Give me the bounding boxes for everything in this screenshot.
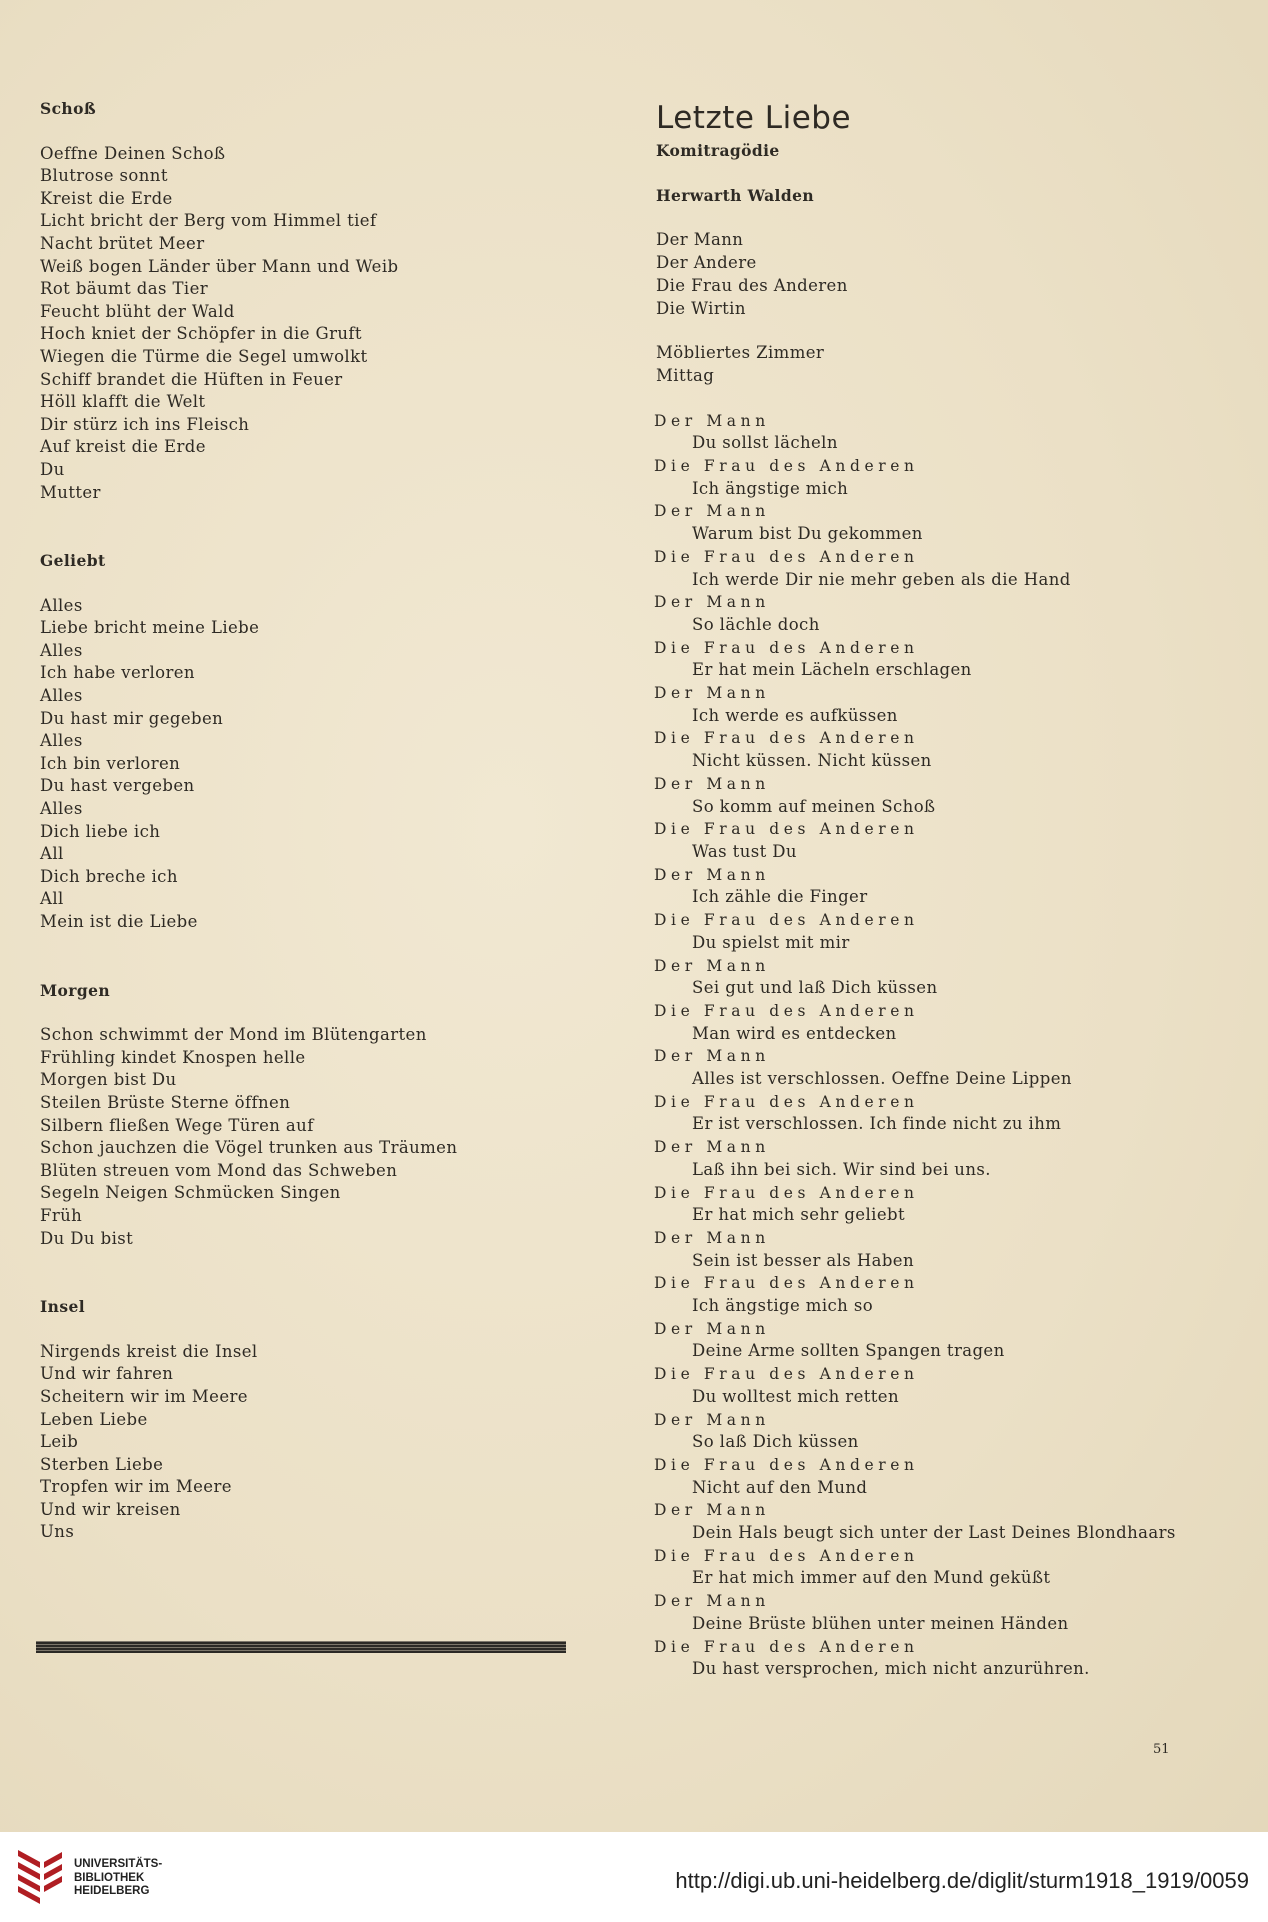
poem-line: Silbern fließen Wege Türen auf: [40, 1115, 314, 1135]
speaker-name: Die Frau des Anderen: [654, 547, 919, 566]
library-name: UNIVERSITÄTS- BIBLIOTHEK HEIDELBERG: [74, 1858, 163, 1897]
poem-line: Höll klafft die Welt: [40, 392, 206, 412]
speaker-name: Die Frau des Anderen: [654, 820, 919, 839]
poem-line: Uns: [40, 1522, 75, 1542]
poem-line: Schon jauchzen die Vögel trunken aus Träumen: [40, 1138, 458, 1158]
speaker-name: Der Mann: [654, 684, 770, 703]
speech-line: Er hat mich immer auf den Mund geküßt: [692, 1568, 1051, 1588]
speech-line: Warum bist Du gekommen: [692, 524, 923, 544]
speech-line: Sein ist besser als Haben: [692, 1250, 915, 1270]
speaker-name: Die Frau des Anderen: [654, 1274, 919, 1293]
dialogue: [654, 410, 1174, 1681]
poem-line: Blüten streuen vom Mond das Schweben: [40, 1160, 398, 1180]
poem-line: Du hast vergeben: [40, 776, 195, 796]
speech-line: Ich werde es aufküssen: [692, 705, 898, 725]
speaker-name: Der Mann: [654, 1319, 770, 1338]
poem-line: Alles: [40, 686, 83, 706]
poem-line: Weiß bogen Länder über Mann und Weib: [40, 256, 399, 276]
play-title: Letzte Liebe: [656, 100, 852, 136]
footer-bar: [0, 1832, 1268, 1922]
poem-line: Kreist die Erde: [40, 188, 173, 208]
speech-line: Er hat mich sehr geliebt: [692, 1205, 905, 1225]
poem-line: Feucht blüht der Wald: [40, 301, 235, 321]
play-author: Herwarth Walden: [656, 185, 815, 205]
poem-line: Dich breche ich: [40, 866, 178, 886]
poem-line: Alles: [40, 640, 83, 660]
library-logo-icon[interactable]: [10, 1842, 70, 1912]
speaker-name: Der Mann: [654, 865, 770, 884]
speech-line: Sei gut und laß Dich küssen: [692, 978, 938, 998]
poem-line: Hoch kniet der Schöpfer in die Gruft: [40, 324, 362, 344]
speech-line: Er hat mein Lächeln erschlagen: [692, 660, 972, 680]
poem-line: Wiegen die Türme die Segel umwolkt: [40, 346, 368, 366]
poem-line: Leben Liebe: [40, 1409, 148, 1429]
character: Der Andere: [656, 253, 757, 273]
poem: [40, 98, 580, 504]
speech-line: Deine Brüste blühen unter meinen Händen: [692, 1613, 1069, 1633]
speech-line: So lächle doch: [692, 614, 820, 634]
poem-line: Sterben Liebe: [40, 1454, 164, 1474]
speech-line: Du hast versprochen, mich nicht anzurühren.: [692, 1659, 1090, 1679]
poem-line: Liebe bricht meine Liebe: [40, 618, 260, 638]
speaker-name: Der Mann: [654, 956, 770, 975]
speech-line: Nicht küssen. Nicht küssen: [692, 751, 932, 771]
poem-line: Tropfen wir im Meere: [40, 1477, 232, 1497]
poem-line: Nirgends kreist die Insel: [40, 1341, 258, 1361]
speech-line: Nicht auf den Mund: [692, 1477, 868, 1497]
speaker-name: Der Mann: [654, 502, 770, 521]
poem-line: Mein ist die Liebe: [40, 912, 198, 931]
speech-line: Du spielst mit mir: [692, 932, 850, 952]
poem: [40, 980, 580, 1251]
poem-line: Scheitern wir im Meere: [40, 1386, 248, 1406]
speech-line: Laß ihn bei sich. Wir sind bei uns.: [692, 1159, 991, 1179]
poem-line: All: [40, 844, 64, 864]
poem-line: Schiff brandet die Hüften in Feuer: [40, 369, 343, 389]
poem-line: Leib: [40, 1432, 79, 1452]
poem-line: Auf kreist die Erde: [40, 437, 206, 457]
speaker-name: Der Mann: [654, 774, 770, 793]
poem: [40, 1296, 580, 1544]
speaker-name: Die Frau des Anderen: [654, 729, 919, 748]
poem-title: Schoß: [40, 99, 97, 118]
speech-line: Ich werde Dir nie mehr geben als die Hand: [692, 569, 1071, 589]
speaker-name: Die Frau des Anderen: [654, 1001, 919, 1020]
page-number: 51: [1153, 1742, 1170, 1757]
poem-line: Früh: [40, 1205, 83, 1225]
poem-line: Und wir fahren: [40, 1364, 174, 1384]
speech-line: Ich zähle die Finger: [692, 887, 868, 907]
poem-line: Alles: [40, 731, 83, 751]
speaker-name: Die Frau des Anderen: [654, 911, 919, 930]
poem-line: Alles: [40, 595, 83, 615]
character: Die Wirtin: [656, 298, 746, 318]
poem-line: Segeln Neigen Schmücken Singen: [40, 1183, 341, 1203]
speaker-name: Die Frau des Anderen: [654, 1092, 919, 1111]
poem-line: Rot bäumt das Tier: [40, 279, 209, 299]
speech-line: So laß Dich küssen: [692, 1432, 859, 1452]
poem-line: Schon schwimmt der Mond im Blütengarten: [40, 1025, 427, 1045]
speaker-name: Die Frau des Anderen: [654, 1183, 919, 1202]
speaker-name: Der Mann: [654, 593, 770, 612]
poem-line: Nacht brütet Meer: [40, 233, 205, 253]
poem-title: Insel: [40, 1297, 85, 1317]
speech-line: Man wird es entdecken: [692, 1023, 897, 1043]
speech-line: Dein Hals beugt sich unter der Last Deines Blondhaars: [692, 1523, 1176, 1543]
speech-line: Du wolltest mich retten: [692, 1386, 899, 1406]
poem-line: Dich liebe ich: [40, 821, 161, 841]
character-list: [656, 229, 1174, 320]
poem-line: Dir stürz ich ins Fleisch: [40, 414, 250, 434]
poem-line: All: [40, 889, 64, 909]
poem-line: Und wir kreisen: [40, 1499, 181, 1519]
speaker-name: Der Mann: [654, 1228, 770, 1247]
character: Die Frau des Anderen: [656, 275, 848, 295]
poem: [40, 550, 580, 934]
poem-line: Morgen bist Du: [40, 1070, 177, 1090]
speech-line: Er ist verschlossen. Ich finde nicht zu ihm: [692, 1114, 1062, 1134]
speech-line: Du sollst lächeln: [692, 433, 838, 453]
poem-line: Licht bricht der Berg vom Himmel tief: [40, 211, 377, 231]
decorative-rule: [36, 1641, 566, 1653]
speaker-name: Der Mann: [654, 411, 770, 430]
poem-line: Blutrose sonnt: [40, 166, 168, 186]
play-column: [654, 98, 1174, 1681]
speech-line: Deine Arme sollten Spangen tragen: [692, 1341, 1005, 1361]
speaker-name: Der Mann: [654, 1592, 770, 1611]
poem-line: Steilen Brüste Sterne öffnen: [40, 1092, 291, 1112]
speaker-name: Der Mann: [654, 1501, 770, 1520]
speaker-name: Die Frau des Anderen: [654, 1455, 919, 1474]
source-url[interactable]: http://digi.ub.uni-heidelberg.de/diglit/sturm1918_1919/0059: [675, 1868, 1249, 1893]
poem-line: Ich habe verloren: [40, 663, 195, 683]
poem-line: Ich bin verloren: [40, 753, 181, 773]
speech-line: Was tust Du: [692, 841, 797, 861]
poem-line: Du hast mir gegeben: [40, 708, 224, 728]
poem-title: Geliebt: [40, 551, 106, 571]
speaker-name: Der Mann: [654, 1047, 770, 1066]
poem-line: Oeffne Deinen Schoß: [40, 143, 226, 163]
poem-title: Morgen: [40, 980, 111, 1000]
speaker-name: Der Mann: [654, 1410, 770, 1429]
poem-line: Du: [40, 459, 65, 479]
poem-line: Mutter: [40, 482, 101, 502]
poems-column: [40, 98, 580, 1544]
poem-line: Frühling kindet Knospen helle: [40, 1047, 306, 1067]
speaker-name: Die Frau des Anderen: [654, 1546, 919, 1565]
speaker-name: Die Frau des Anderen: [654, 1365, 919, 1384]
speaker-name: Die Frau des Anderen: [654, 457, 919, 476]
setting: [656, 342, 1174, 387]
speaker-name: Der Mann: [654, 1138, 770, 1157]
speech-line: Ich ängstige mich: [692, 478, 849, 498]
speaker-name: Die Frau des Anderen: [654, 638, 919, 657]
speech-line: Ich ängstige mich so: [692, 1296, 874, 1316]
play-subtitle: Komitragödie: [656, 141, 780, 160]
character: Der Mann: [656, 230, 744, 250]
setting-time: Mittag: [656, 365, 715, 385]
poem-line: Du Du bist: [40, 1228, 134, 1248]
speaker-name: Die Frau des Anderen: [654, 1637, 919, 1656]
setting-place: Möbliertes Zimmer: [656, 343, 825, 363]
speech-line: Alles ist verschlossen. Oeffne Deine Lippen: [692, 1069, 1072, 1089]
speech-line: So komm auf meinen Schoß: [692, 796, 936, 816]
poem-line: Alles: [40, 799, 83, 819]
